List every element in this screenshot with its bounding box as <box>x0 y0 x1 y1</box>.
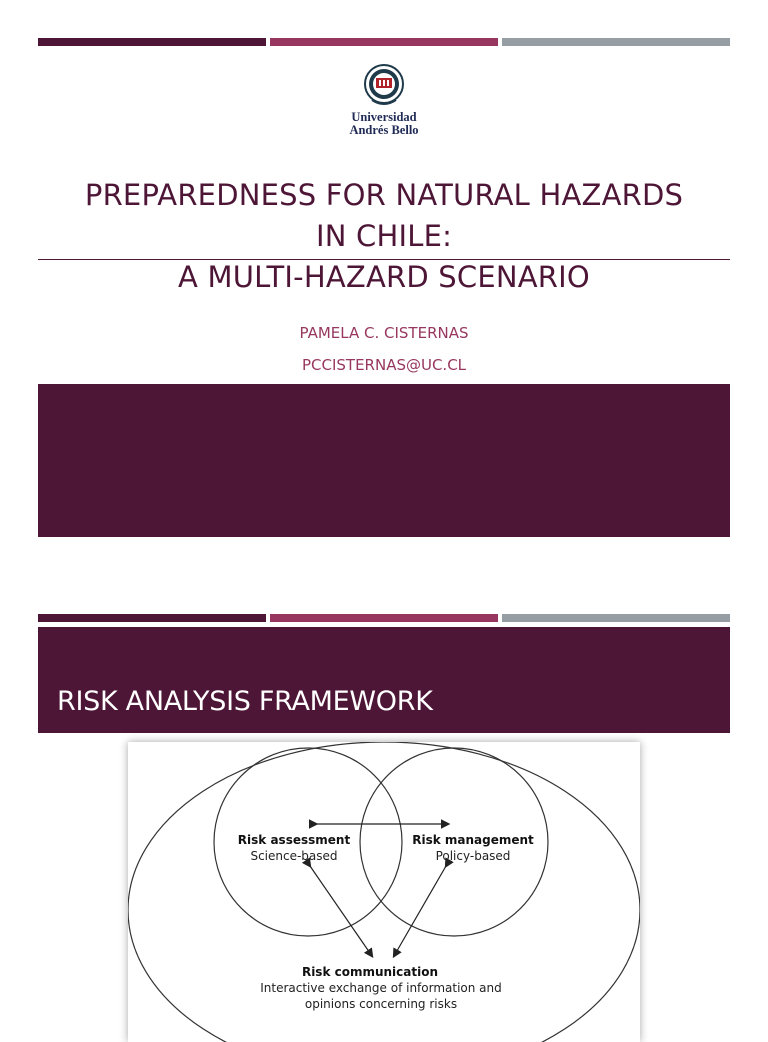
risk-assessment-title: Risk assessment <box>237 833 351 847</box>
risk-diagram-svg <box>128 742 640 1042</box>
accent-bar-gray <box>502 38 730 46</box>
risk-communication-title: Risk communication <box>301 965 439 979</box>
accent-bar-plum <box>38 38 266 46</box>
assessment-communication-arrow <box>310 866 372 956</box>
slide1-footer-band <box>38 384 730 537</box>
accent-bar-magenta-2 <box>270 614 498 622</box>
risk-communication-line2: opinions concerning risks <box>304 997 458 1011</box>
logo-text-line2: Andrés Bello <box>349 123 419 137</box>
university-logo <box>342 58 426 142</box>
accent-bar-plum-2 <box>38 614 266 622</box>
subtitle-line: A MULTI-HAZARD SCENARIO <box>178 260 590 294</box>
accent-bar-gray-2 <box>502 614 730 622</box>
university-seal-icon <box>342 58 426 116</box>
risk-management-subtitle: Policy-based <box>435 849 511 863</box>
risk-assessment-subtitle: Science-based <box>250 849 338 863</box>
author-name: PAMELA C. CISTERNAS <box>299 324 469 342</box>
management-communication-arrow <box>394 866 446 956</box>
title-line-2: IN CHILE: <box>315 219 453 253</box>
title-line-1: PREPAREDNESS FOR NATURAL HAZARDS <box>84 178 684 212</box>
author-email[interactable]: PCCISTERNAS@UC.CL <box>301 356 467 374</box>
risk-communication-line1: Interactive exchange of information and <box>260 981 502 995</box>
risk-management-title: Risk management <box>412 833 534 847</box>
accent-bar-magenta <box>270 38 498 46</box>
risk-analysis-diagram <box>128 742 640 1042</box>
logo-text-line1: Universidad <box>351 110 417 124</box>
slide2-title: RISK ANALYSIS FRAMEWORK <box>57 686 433 717</box>
